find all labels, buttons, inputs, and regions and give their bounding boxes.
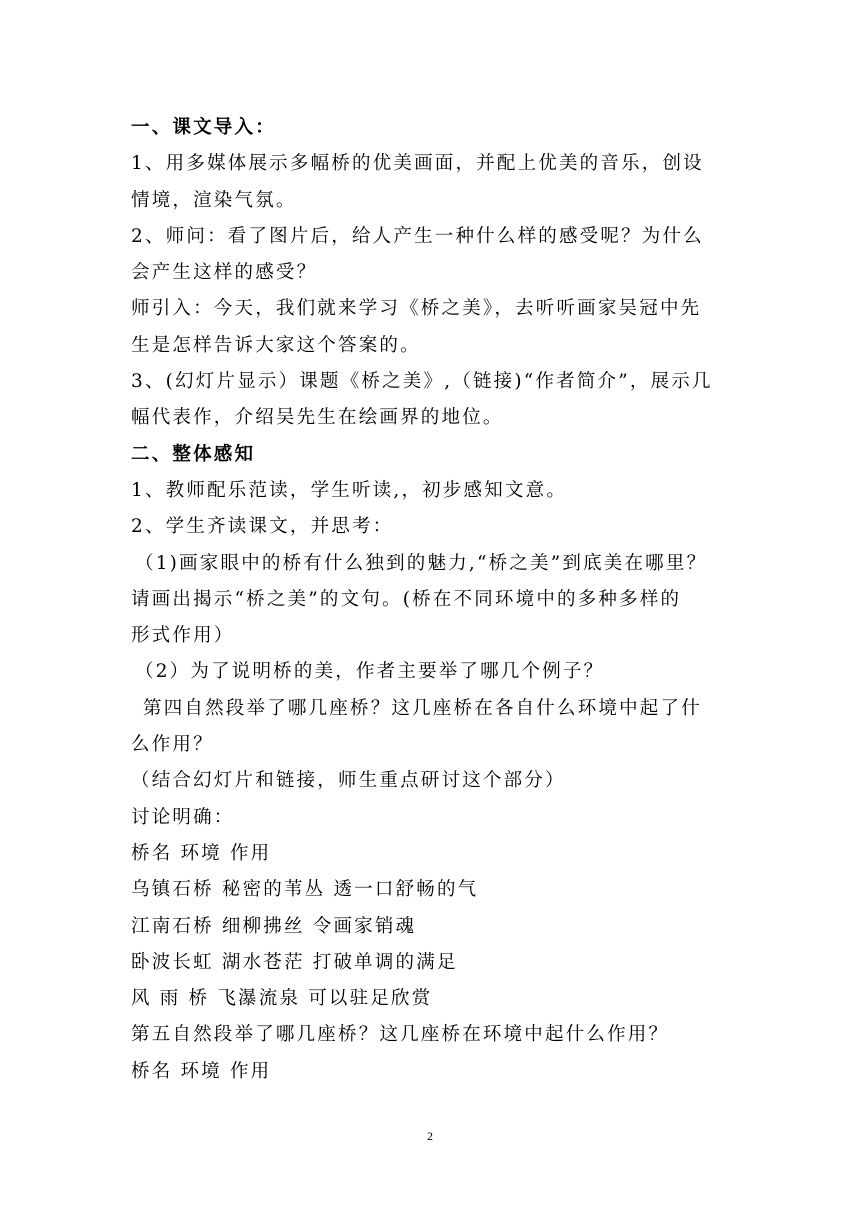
paragraph-line: 2、学生齐读课文，并思考： (131, 516, 394, 538)
paragraph-line: 讨论明确： (131, 806, 235, 828)
paragraph-line: 1、教师配乐范读，学生听读,，初步感知文意。 (131, 479, 568, 501)
section-heading-overview: 二、整体感知 (131, 443, 256, 465)
paragraph-line: 2、师问：看了图片后，给人产生一种什么样的感受呢？为什么 (131, 225, 704, 247)
paragraph-line: 幅代表作，介绍吴先生在绘画界的地位。 (131, 407, 504, 429)
bridge-table-row: 风 雨 桥 飞瀑流泉 可以驻足欣赏 (131, 988, 433, 1010)
page-number: 2 (427, 1129, 433, 1143)
question-line: （2）为了说明桥的美，作者主要举了哪几个例子？ (135, 661, 605, 683)
document-body (131, 110, 741, 1090)
bridge-table-row: 乌镇石桥 秘密的苇丛 透一口舒畅的气 (131, 879, 479, 901)
section-heading-intro: 一、课文导入： (131, 117, 276, 138)
paragraph-line: 第五自然段举了哪几座桥？这几座桥在环境中起什么作用？ (131, 1024, 670, 1046)
paragraph-line: 师引入：今天，我们就来学习《桥之美》，去听听画家吴冠中先 (131, 298, 702, 320)
paragraph-line: 请画出揭示“桥之美”的文句。(桥在不同环境中的多种多样的 (131, 588, 682, 610)
paragraph-line: 么作用？ (131, 734, 214, 756)
paragraph-line: 生是怎样告诉大家这个答案的。 (131, 334, 421, 356)
bridge-table-header: 桥名 环境 作用 (131, 842, 272, 864)
bridge-table-header: 桥名 环境 作用 (131, 1060, 272, 1082)
paragraph-line: 情境，渲染气氛。 (131, 189, 297, 211)
paragraph-line: （结合幻灯片和链接，师生重点研讨这个部分） (131, 770, 566, 792)
paragraph-line: 会产生这样的感受？ (131, 262, 318, 284)
paragraph-line: 3、(幻灯片显示）课题《桥之美》,（链接)“作者简介”，展示几 (131, 371, 713, 393)
question-line: （1)画家眼中的桥有什么独到的魅力,“桥之美”到底美在哪里？ (135, 552, 708, 574)
bridge-table-row: 卧波长虹 湖水苍茫 打破单调的满足 (131, 951, 458, 973)
bridge-table-row: 江南石桥 细柳拂丝 令画家销魂 (131, 915, 417, 937)
paragraph-line: 第四自然段举了哪几座桥？这几座桥在各自什么环境中起了什 (143, 697, 702, 719)
paragraph-line: 1、用多媒体展示多幅桥的优美画面，并配上优美的音乐，创设 (131, 153, 704, 175)
paragraph-line: 形式作用） (131, 625, 235, 647)
